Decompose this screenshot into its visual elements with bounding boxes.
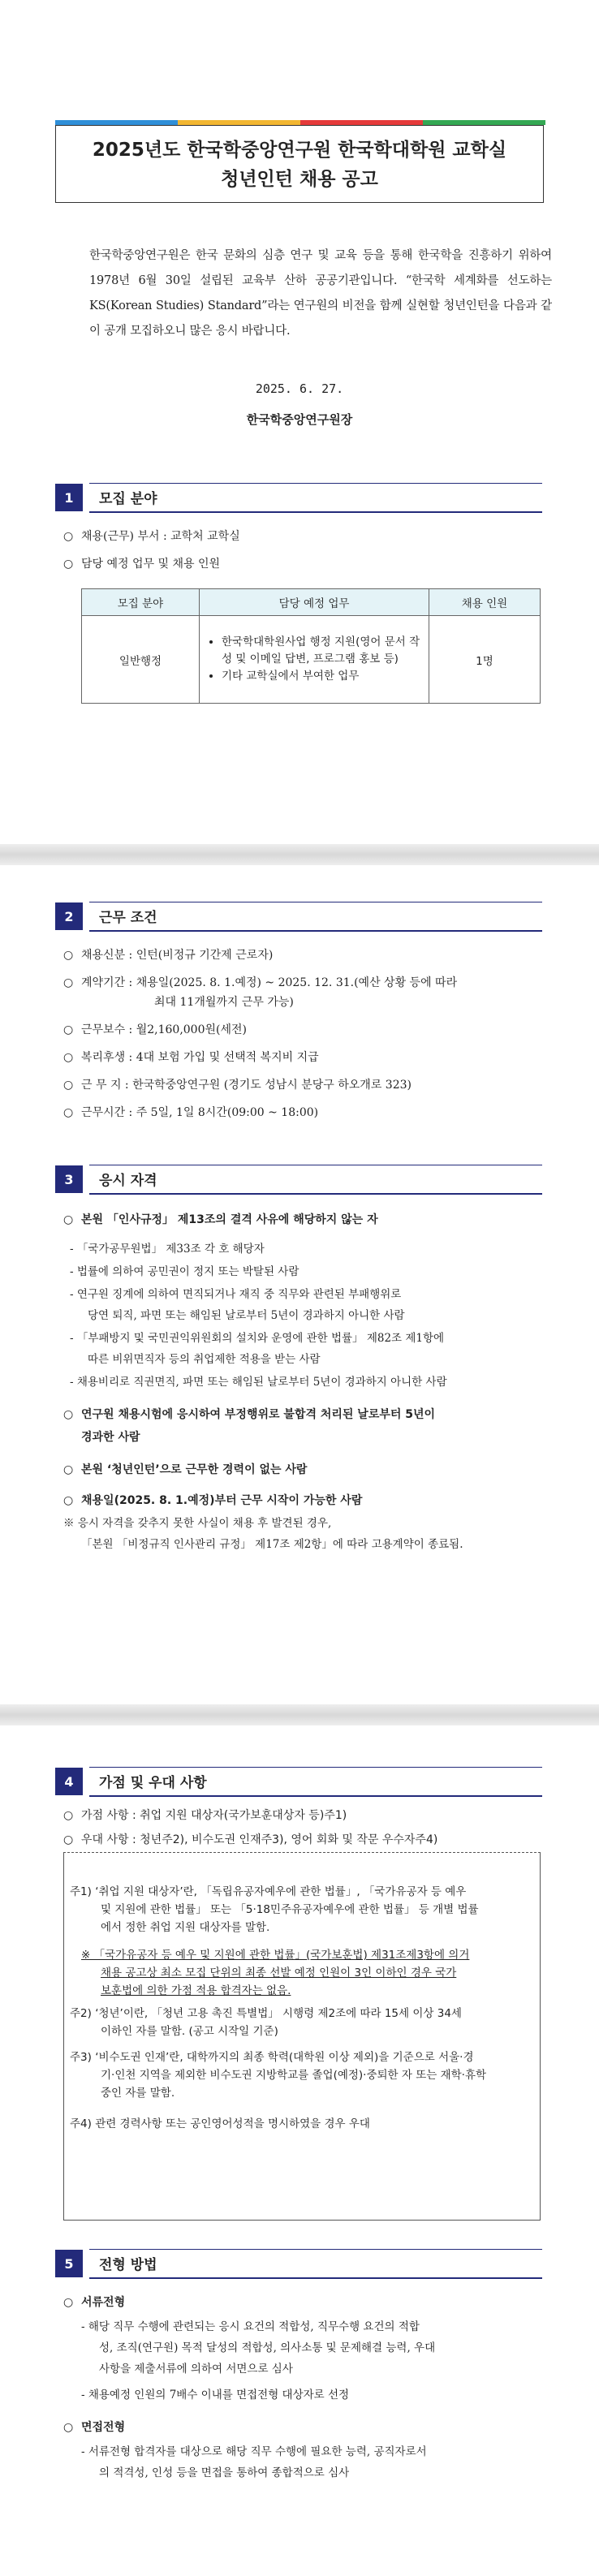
sub-item: 당연 퇴직, 파면 또는 해임된 날로부터 5년이 경과하지 아니한 사람 <box>88 1309 405 1322</box>
section-header-3 <box>55 1165 542 1193</box>
table-cell: 1명 <box>429 616 541 704</box>
stage-line: 사항을 제출서류에 의하여 서면으로 심사 <box>99 2363 293 2376</box>
section-title: 근무 조건 <box>89 902 542 932</box>
note-line: 에서 정한 취업 지원 대상자를 말함. <box>101 1921 270 1934</box>
recruit-table <box>81 588 541 704</box>
note-line: 주3) ‘비수도권 인재’란, 대학까지의 최종 학력(대학원 이상 제외)을 기준으로 서울·경 <box>70 2051 474 2064</box>
list-item: ○ 채용신분 : 인턴(비정규 기간제 근로자) <box>63 949 274 962</box>
preference-item: ○ 우대 사항 : 청년주2), 비수도권 인재주3), 영어 회화 및 작문 우수자주4) <box>63 1833 438 1846</box>
list-item-cont: 최대 11개월까지 근무 가능) <box>154 996 294 1009</box>
page-subtitle: 청년인턴 채용 공고 <box>221 169 378 190</box>
section-number: 1 <box>55 484 83 511</box>
note-line: 보훈법에 의한 가점 적용 합격자는 없음. <box>101 1984 291 1997</box>
list-item: ○ 복리후생 : 4대 보험 가입 및 선택적 복지비 지급 <box>63 1051 319 1064</box>
list-item: ○ 근무보수 : 월2,160,000원(세전) <box>63 1023 247 1036</box>
page-gap <box>0 844 599 865</box>
note-line: 이하인 자를 말함. (공고 시작일 기준) <box>101 2025 278 2038</box>
note: ※ 응시 자격을 갖추지 못한 사실이 채용 후 발견된 경우, <box>63 1517 332 1530</box>
list-item: ○ 계약기간 : 채용일(2025. 8. 1.예정) ~ 2025. 12. 31.(예산 상황 등에 따라 <box>63 976 458 989</box>
section-number: 5 <box>55 2250 83 2277</box>
section-title: 전형 방법 <box>89 2249 542 2279</box>
section-header-5 <box>55 2250 542 2277</box>
sub-item: - 연구원 징계에 의하여 면직되거나 재직 중 직무와 관련된 부패행위로 <box>70 1288 402 1301</box>
note-line: 및 지원에 관한 법률」 또는 「5·18민주유공자예우에 관한 법률」 등 개별 법률 <box>101 1903 479 1916</box>
section-header-1 <box>55 484 542 511</box>
stage-line: - 채용예정 인원의 7배수 이내를 면접전형 대상자로 선정 <box>81 2389 350 2402</box>
stage-line: - 서류전형 합격자를 대상으로 해당 직무 수행에 필요한 능력, 공직자로서 <box>81 2445 427 2458</box>
note-line: 채용 공고상 최소 모집 단위의 최종 선발 예정 인원이 3인 이하인 경우 국가 <box>101 1966 457 1979</box>
issuer: 한국학중앙연구원장 <box>246 412 353 427</box>
qualification: ○ 연구원 채용시험에 응시하여 부정행위로 불합격 처리된 날로부터 5년이 <box>63 1408 436 1421</box>
note-line: 주2) ‘청년’이란, 「청년 고용 촉진 특별법」 시행령 제2조에 따라 15세 이상 34세 <box>70 2007 462 2020</box>
page-gap <box>0 1704 599 1725</box>
list-item: ○ 근 무 지 : 한국학중앙연구원 (경기도 성남시 분당구 하오개로 323) <box>63 1079 412 1092</box>
title-box <box>55 125 544 203</box>
sub-item: - 채용비리로 직권면직, 파면 또는 해임된 날로부터 5년이 경과하지 아니한 사람 <box>70 1376 447 1389</box>
section-header-2 <box>55 902 542 930</box>
notice-date: 2025. 6. 27. <box>255 381 344 396</box>
note-line: 기·인천 지역을 제외한 비수도권 지방학교를 졸업(예정)·중퇴한 자 또는 재학·휴학 <box>101 2069 487 2082</box>
sub-item: - 「국가공무원법」 제33조 각 호 해당자 <box>70 1243 265 1256</box>
stage-line: 성, 조직(연구원) 목적 달성의 적합성, 의사소통 및 문제해결 능력, 우대 <box>99 2341 436 2354</box>
note-line: ※ 「국가유공자 등 예우 및 지원에 관한 법률」(국가보훈법) 제31조제3항에 의거 <box>81 1949 470 1962</box>
list-item: ○ 담당 예정 업무 및 채용 인원 <box>63 558 221 571</box>
section-number: 2 <box>55 902 83 930</box>
qualification: ○ 본원 ‘청년인턴’으로 근무한 경력이 없는 사람 <box>63 1463 308 1476</box>
list-item: ○ 채용(근무) 부서 : 교학처 교학실 <box>63 530 240 543</box>
section-title: 응시 자격 <box>89 1165 542 1195</box>
page-title: 2025년도 한국학중앙연구원 한국학대학원 교학실 <box>92 140 507 161</box>
qualification-cont: 경과한 사람 <box>81 1431 140 1444</box>
table-cell: • 한국학대학원사업 행정 지원(영어 문서 작성 및 이메일 답변, 프로그램 홍보 등) • 기타 교학실에서 부여한 업무 <box>200 616 429 704</box>
stage-line: 의 적격성, 인성 등을 면접을 통하여 종합적으로 심사 <box>99 2466 350 2479</box>
bonus-item: ○ 가점 사항 : 취업 지원 대상자(국가보훈대상자 등)주1) <box>63 1809 347 1822</box>
list-item: ○ 근무시간 : 주 5일, 1일 8시간(09:00 ~ 18:00) <box>63 1106 319 1119</box>
note-line: 중인 자를 말함. <box>101 2087 175 2100</box>
section-title: 모집 분야 <box>89 483 542 513</box>
stage-line: - 해당 직무 수행에 관련되는 응시 요건의 적합성, 직무수행 요건의 적합 <box>81 2320 420 2333</box>
table-cell: 일반행정 <box>82 616 200 704</box>
qualification: ○ 채용일(2025. 8. 1.예정)부터 근무 시작이 가능한 사람 <box>63 1494 363 1507</box>
sub-item: - 법률에 의하여 공민권이 정지 또는 박탈된 사람 <box>70 1265 300 1278</box>
section-number: 3 <box>55 1165 83 1193</box>
section-number: 4 <box>55 1768 83 1795</box>
table-header: 담당 예정 업무 <box>200 589 429 616</box>
qualification: ○ 본원 「인사규정」 제13조의 결격 사유에 해당하지 않는 자 <box>63 1213 378 1226</box>
note: 「본원 「비정규직 인사관리 규정」 제17조 제2항」에 따라 고용계약이 종료됨. <box>81 1538 463 1551</box>
section-header-4 <box>55 1768 542 1795</box>
note-line: 주4) 관련 경력사항 또는 공인영어성적을 명시하였을 경우 우대 <box>70 2117 370 2130</box>
table-header: 모집 분야 <box>82 589 200 616</box>
sub-item: - 「부패방지 및 국민권익위원회의 설치와 운영에 관한 법률」 제82조 제1항에 <box>70 1332 445 1345</box>
note-line: 주1) ‘취업 지원 대상자’란, 「독립유공자예우에 관한 법률」, 「국가유공자 등 예우 <box>70 1885 467 1898</box>
sub-item: 따른 비위면직자 등의 취업제한 적용을 받는 사람 <box>88 1353 321 1366</box>
section-title: 가점 및 우대 사항 <box>89 1767 542 1797</box>
stage-heading: ○ 면접전형 <box>63 2421 126 2434</box>
intro-paragraph: 한국학중앙연구원은 한국 문화의 심층 연구 및 교육 등을 통해 한국학을 진흥하기 위하여 1978년 6월 30일 설립된 교육부 산하 공공기관입니다. “한국학 세계화를 선도하는 KS(Korean Studies) Standard”라는 연구원의 비전을 함께 실현할 청년인턴을 다음과 같이 공개 모집하오니 많은 응시 바랍니다. <box>89 249 552 338</box>
table-header: 채용 인원 <box>429 589 541 616</box>
stage-heading: ○ 서류전형 <box>63 2296 126 2309</box>
